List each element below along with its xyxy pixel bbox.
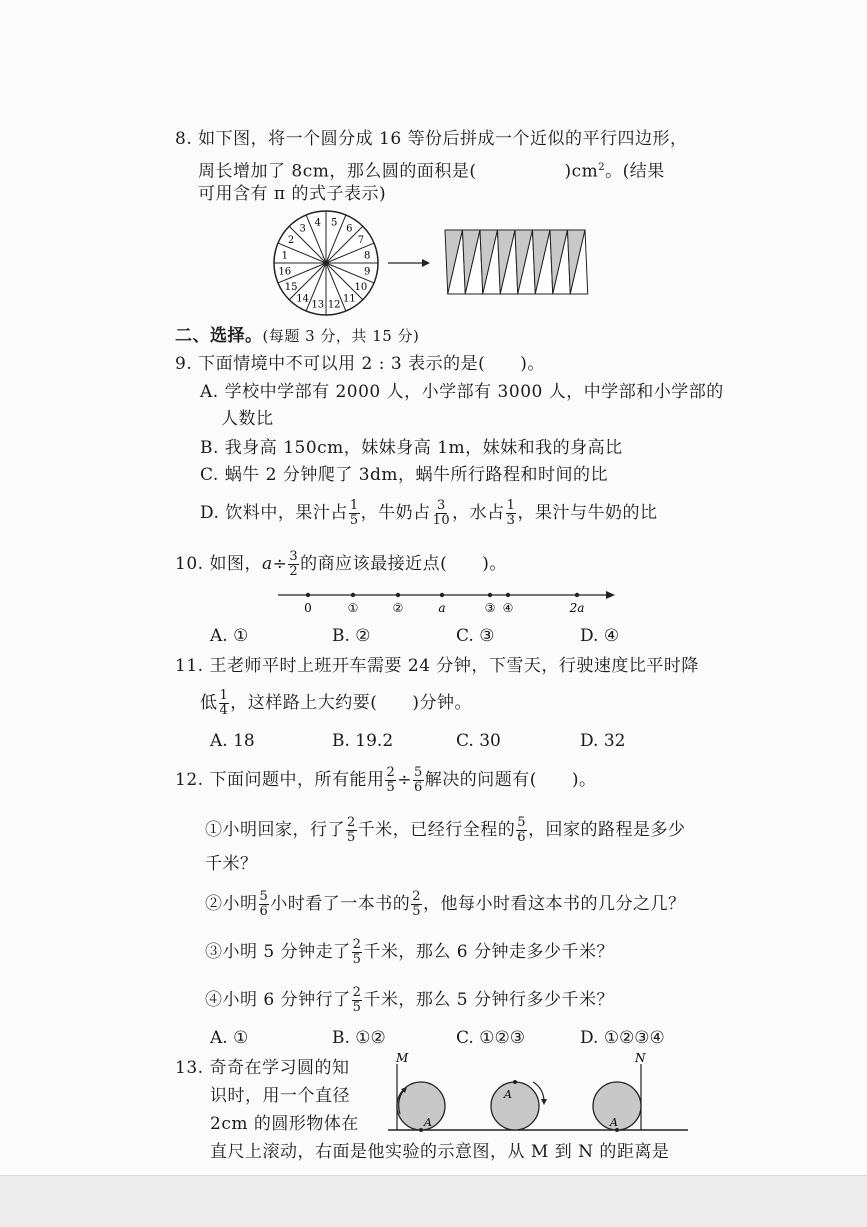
sector-number: 4	[314, 217, 321, 229]
sector-number: 12	[327, 299, 341, 311]
q10-option-a: A. ①	[210, 626, 249, 646]
sector-number: 13	[311, 299, 325, 311]
label-a-3: A	[610, 1116, 618, 1129]
section2-heading: 二、选择。(每题 3 分，共 15 分)	[175, 326, 420, 346]
q13-line2: 识时，用一个直径	[210, 1086, 350, 1106]
number-line-point	[575, 593, 579, 597]
q12-stem: 12. 下面问题中，所有能用 $\frac{2}{5}$ ÷ $\frac{5}{6}$ 解决的问题有( )。	[175, 765, 597, 795]
q12-item1-cont: 千米？	[205, 854, 258, 874]
q12-item4: ④小明 6 分钟行了 $\frac{2}{5}$ 千米，那么 5 分钟行多少千米？	[205, 985, 615, 1015]
q13-figure	[388, 1052, 693, 1138]
sector-number: 5	[331, 217, 338, 229]
number-line-point	[488, 593, 492, 597]
sector-number: 6	[346, 223, 353, 235]
sector-number: 9	[364, 266, 371, 278]
sector-number: 1	[281, 250, 288, 262]
sector-number: 15	[284, 281, 298, 293]
circle-middle	[491, 1082, 539, 1130]
parallelogram	[445, 230, 588, 294]
number-line-label: 2a	[569, 601, 585, 615]
q12-item3: ③小明 5 分钟走了 $\frac{2}{5}$ 千米，那么 6 分钟走多少千米？	[205, 937, 615, 967]
number-line-label: ①	[347, 601, 359, 615]
sector-number: 3	[299, 223, 306, 235]
q9-option-d: D. 饮料中，果汁占 $\frac{1}{5}$ ，牛奶占 $\frac{3}{10}$ ，水占 $\frac{1}{3}$ ，果汁与牛奶的比	[200, 498, 658, 528]
number-line-point	[440, 593, 444, 597]
q8-line3: 可用含有 π 的式子表示)	[198, 184, 387, 204]
number-line-label: ④	[502, 601, 514, 615]
q8-line2: 周长增加了 8cm，那么圆的面积是( )$cm^2$。(结果	[198, 161, 665, 182]
q12-option-a: A. ①	[210, 1028, 249, 1048]
q9-option-c: C. 蜗牛 2 分钟爬了 3dm，蜗牛所行路程和时间的比	[200, 465, 609, 485]
sector-number: 2	[287, 235, 295, 247]
number-line-point	[506, 593, 510, 597]
q11-option-d: D. 32	[580, 731, 626, 751]
label-n: N	[635, 1052, 646, 1065]
sector-number: 11	[342, 293, 356, 305]
number-line-label: ②	[392, 601, 404, 615]
q11-line1: 11. 王老师平时上班开车需要 24 分钟，下雪天，行驶速度比平时降	[175, 656, 699, 676]
q11-option-b: B. 19.2	[332, 731, 394, 751]
q13-line3: 2cm 的圆形物体在	[210, 1114, 359, 1134]
q8-line1: 8. 如下图，将一个圆分成 16 等份后拼成一个近似的平行四边形，	[175, 129, 688, 149]
sector-number: 8	[364, 250, 371, 262]
q9-stem: 9. 下面情境中不可以用 2 : 3 表示的是( )。	[175, 354, 545, 374]
q12-item1: ①小明回家，行了 $\frac{2}{5}$ 千米，已经行全程的 $\frac{5}{6}$ ，回家的路程是多少	[205, 815, 686, 845]
label-m: M	[396, 1052, 409, 1065]
page-footer-bar	[0, 1175, 867, 1227]
q12-option-b: B. ①②	[332, 1028, 386, 1048]
label-a-1: A	[424, 1116, 432, 1129]
number-line-label: a	[438, 601, 446, 615]
sector-number: 10	[354, 281, 368, 293]
q13-line1: 13. 奇奇在学习圆的知	[175, 1058, 350, 1078]
sector-number: 14	[296, 293, 310, 305]
q9-option-a-cont: 人数比	[221, 409, 274, 429]
q10-option-c: C. ③	[456, 626, 495, 646]
q10-option-d: D. ④	[580, 626, 620, 646]
q9-option-a: A. 学校中学部有 2000 人，小学部有 3000 人，中学部和小学部的	[200, 382, 724, 402]
sector-number: 16	[278, 266, 292, 278]
q12-item2: ②小明 $\frac{5}{6}$ 小时看了一本书的 $\frac{2}{5}$ ，他每小时看这本书的几分之几？	[205, 889, 686, 919]
divided-circle	[274, 211, 378, 315]
label-a-2: A	[504, 1088, 512, 1101]
arrow	[388, 259, 430, 267]
q10-stem: 10. 如图，a÷ $\frac{3}{2}$ 的商应该最接近点( )。	[175, 549, 507, 579]
sector-number: 7	[357, 235, 365, 247]
number-line-label: 0	[304, 601, 312, 615]
q10-option-b: B. ②	[332, 626, 371, 646]
q11-option-c: C. 30	[456, 731, 501, 751]
q12-option-d: D. ①②③④	[580, 1028, 665, 1048]
q13-line4: 直尺上滚动，右面是他实验的示意图，从 M 到 N 的距离是	[210, 1142, 670, 1162]
q9-option-b: B. 我身高 150cm，妹妹身高 1m，妹妹和我的身高比	[200, 438, 623, 458]
q8-figure	[270, 208, 720, 320]
q10-number-line	[270, 585, 620, 617]
number-line-point	[306, 593, 310, 597]
number-line-point	[396, 593, 400, 597]
number-line-point	[351, 593, 355, 597]
number-line-label: ③	[484, 601, 496, 615]
q11-line2: 低 $\frac{1}{4}$ ，这样路上大约要( )分钟。	[200, 688, 473, 718]
q12-option-c: C. ①②③	[456, 1028, 525, 1048]
q11-option-a: A. 18	[210, 731, 255, 751]
